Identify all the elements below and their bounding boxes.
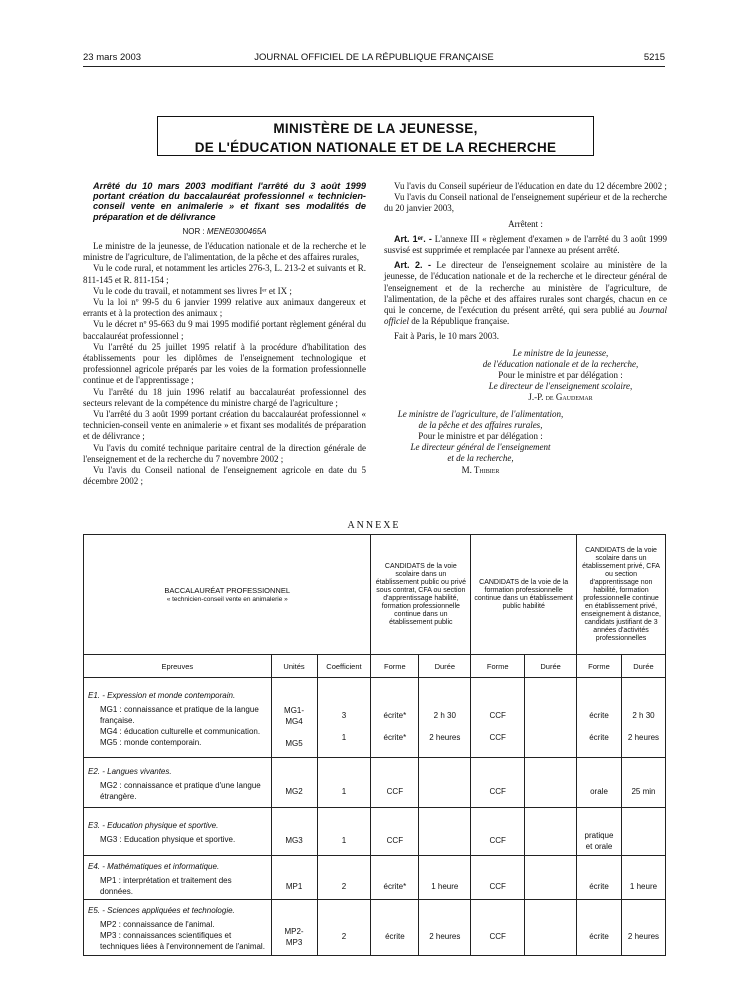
signatory-name: M. Thibier: [461, 464, 500, 475]
cell-value: MP2-: [284, 926, 304, 936]
cell-value: écrite: [589, 882, 609, 891]
cell-d2: [525, 900, 577, 956]
recital-cneser: Vu l'avis du Conseil national de l'enseignement supérieur et de la recherche du 20 janvier 2003,: [384, 192, 667, 214]
column-header-row: [84, 655, 666, 678]
epreuve-heading: E4. - Mathématiques et informatique.: [88, 861, 220, 871]
cell-unites: [271, 900, 317, 956]
cell-value: MP3: [285, 937, 303, 947]
col-forme-3: Forme: [577, 655, 622, 678]
cell-f1: [371, 856, 419, 900]
recital: Le ministre de la jeunesse, de l'éducation nationale et de la recherche et le ministre de l'agriculture, de l'alimentation, de la pêche et des affaires rurales,: [83, 241, 366, 263]
journal-title: JOURNAL OFFICIEL DE LA RÉPUBLIQUE FRANÇAISE: [254, 52, 494, 63]
table-row: [84, 678, 666, 758]
cell-value: 2 h 30: [433, 711, 456, 720]
cell-value: 1: [341, 787, 347, 796]
epreuve-cell: [84, 758, 272, 808]
cell-value: 1: [341, 733, 347, 742]
module-item: MG1 : connaissance et pratique de la langue française.: [100, 704, 259, 725]
cell-d2: [525, 758, 577, 808]
cell-value: MG5: [285, 738, 303, 748]
signature-2: Le ministre de l'agriculture, de l'alimentation, de la pêche et des affaires rurales, Pour le ministre et par délégation : Le directeur général de l'enseignement et de la recherche, M. Thibier: [384, 409, 667, 476]
col-epreuves: Epreuves: [84, 655, 272, 678]
cell-unites: [271, 758, 317, 808]
cell-f2: [471, 758, 525, 808]
cell-value: CCF: [489, 932, 506, 941]
module-item: MG3 : Education physique et sportive.: [100, 835, 236, 844]
cell-value: CCF: [386, 836, 404, 845]
header-rule: [83, 66, 665, 67]
cell-f3: [577, 808, 622, 856]
decree-title: Arrêté du 10 mars 2003 modifiant l'arrêté du 3 août 1999 portant création du baccalauréat professionnel « technicien-conseil vente en animalerie » et fixant ses modalités de préparation et de délivrance: [93, 181, 366, 222]
cell-coef: [317, 808, 371, 856]
cell-value: [318, 721, 371, 732]
cell-d1: [419, 900, 471, 956]
cell-value: [371, 721, 418, 732]
cell-value: CCF: [489, 836, 506, 845]
cell-f3: [577, 856, 622, 900]
cell-d1: [419, 808, 471, 856]
recital: Vu l'avis du comité technique paritaire central de la direction générale de l'enseignement et de la recherche du 7 novembre 2002 ;: [83, 442, 366, 464]
cell-value: [272, 727, 317, 738]
ministry-line-2: DE L'ÉDUCATION NATIONALE ET DE LA RECHERCHE: [194, 140, 557, 155]
cell-d3: [621, 808, 665, 856]
cell-f2: [471, 678, 525, 758]
module-item: MP2 : connaissance de l'animal.: [100, 920, 215, 929]
module-item: MP3 : connaissances scientifiques et techniques liées à l'environnement de l'animal.: [100, 931, 265, 951]
annexe-table: [83, 534, 666, 956]
module-item: MP1 : interprétation et traitement des données.: [100, 875, 232, 896]
col-forme-1: Forme: [371, 655, 419, 678]
cell-value: écrite: [385, 932, 405, 941]
cell-value: 2 heures: [627, 932, 660, 941]
cell-unites: [271, 808, 317, 856]
cell-value: CCF: [489, 711, 506, 720]
cell-value: MP1: [285, 882, 303, 891]
module-item: MG5 : monde contemporain.: [100, 737, 202, 747]
module-item: MG4 : éducation culturelle et communication.: [100, 726, 261, 736]
cell-value: MG4: [285, 716, 303, 726]
cell-f3: [577, 900, 622, 956]
candidates-3-header: CANDIDATS de la voie scolaire dans un établissement privé, CFA ou section d'apprentissage non habilité, formation professionnelle continue en établissement privé, enseignement à distance, candidats justifiant de 3 années d'activités professionnelles: [577, 535, 666, 655]
cell-d3: [621, 758, 665, 808]
annexe-title: ANNEXE: [347, 520, 401, 531]
page-number: 5215: [643, 52, 665, 63]
epreuve-cell: [84, 808, 272, 856]
nor-reference: NOR : MENE0300465A: [182, 226, 267, 236]
bac-header: BACCALAURÉAT PROFESSIONNEL « technicien-conseil vente en animalerie »: [84, 535, 371, 655]
recital: Vu le code du travail, et notamment ses livres Iᵉʳ et IX ;: [93, 285, 292, 296]
recital: Vu le code rural, et notamment les articles 276-3, L. 213-2 et suivants et R. 811-145 et R. 811-154 ;: [83, 263, 366, 285]
article-1: Art. 1ᵉʳ. - L'annexe III « règlement d'examen » de l'arrêté du 3 août 1999 susvisé est supprimée et remplacée par l'annexe au présent arrêté.: [384, 233, 668, 256]
cell-d2: [525, 808, 577, 856]
cell-f2: [471, 900, 525, 956]
recital-cse: Vu l'avis du Conseil supérieur de l'éducation en date du 12 décembre 2002 ;: [394, 181, 667, 191]
candidates-1-header: CANDIDATS de la voie scolaire dans un établissement public ou privé sous contrat, CFA ou section d'apprentissage habilité, formation professionnelle continue dans un établissement public: [371, 535, 471, 655]
cell-value: MG3: [285, 836, 303, 845]
cell-value: MG1-: [284, 705, 305, 715]
signatory-name: J.-P. de Gaudemar: [528, 392, 593, 403]
cell-value: [577, 721, 621, 732]
ministry-box: [157, 116, 594, 156]
cell-value: pratique: [584, 830, 614, 840]
cell-value: 1 heure: [431, 882, 459, 891]
cell-coef: [317, 758, 371, 808]
cell-unites: [271, 678, 317, 758]
candidates-2-header: CANDIDATS de la voie de la formation professionnelle continue dans un établissement public habilité: [471, 535, 577, 655]
cell-value: 1 heure: [629, 882, 658, 891]
cell-f2: [471, 856, 525, 900]
cell-value: orale: [590, 787, 608, 796]
cell-d3: [621, 678, 665, 758]
fait-a-paris: Fait à Paris, le 10 mars 2003.: [394, 331, 499, 342]
right-column: [384, 181, 667, 476]
cell-value: écrite*: [383, 711, 407, 720]
col-forme-2: Forme: [471, 655, 525, 678]
cell-coef: [317, 900, 371, 956]
epreuve-heading: E1. - Expression et monde contemporain.: [88, 690, 236, 700]
cell-value: [471, 721, 524, 732]
cell-value: CCF: [489, 882, 506, 891]
table-row: [84, 856, 666, 900]
cell-value: écrite*: [383, 733, 407, 742]
cell-value: CCF: [489, 787, 506, 796]
cell-coef: [317, 678, 371, 758]
left-column: [83, 181, 366, 487]
epreuve-heading: E5. - Sciences appliquées et technologie.: [88, 906, 235, 915]
recital: Vu l'arrêté du 25 juillet 1995 relatif à la procédure d'habilitation des établissements pour les diplômes de l'enseignement technologique et professionnel agricole préparés par les voies de la formation professionnelle continue et de l'apprentissage ;: [83, 341, 366, 386]
cell-d2: [525, 678, 577, 758]
module-item: MG2 : connaissance et pratique d'une langue étrangère.: [100, 780, 261, 801]
cell-value: écrite*: [383, 882, 407, 891]
col-unites: Unités: [271, 655, 317, 678]
cell-value: [419, 721, 470, 732]
recital: Vu l'arrêté du 18 juin 1996 relatif au baccalauréat professionnel des secteurs relevant de la compétence du ministre chargé de l'agriculture ;: [83, 386, 366, 408]
cell-d3: [621, 900, 665, 956]
epreuve-heading: E2. - Langues vivantes.: [88, 766, 172, 776]
cell-value: 2 heures: [429, 932, 461, 941]
col-duree-3: Durée: [621, 655, 665, 678]
table-row: [84, 900, 666, 956]
epreuve-cell: [84, 856, 272, 900]
cell-value: 2 heures: [627, 733, 660, 742]
cell-d3: [621, 856, 665, 900]
cell-f1: [371, 808, 419, 856]
cell-f1: [371, 758, 419, 808]
signature-1: Le ministre de la jeunesse, de l'éducation nationale et de la recherche, Pour le ministre et par délégation : Le directeur de l'enseignement scolaire, J.-P. de Gaudemar: [384, 348, 667, 404]
epreuve-cell: [84, 900, 272, 956]
cell-d1: [419, 678, 471, 758]
recital: Vu l'avis du Conseil national de l'enseignement agricole en date du 5 décembre 2002 ;: [83, 465, 366, 487]
col-duree-1: Durée: [419, 655, 471, 678]
cell-value: 25 min: [631, 787, 656, 796]
article-2: Art. 2. - Le directeur de l'enseignement scolaire au ministère de la jeunesse, de l'éducation nationale et de la recherche et le directeur général de l'enseignement et de la recherche au ministère de l'agriculture, de l'alimentation, de la pêche et des affaires rurales sont chargés, chacun en ce qui le concerne, de l'exécution du présent arrêté, qui sera publié au Journal officiel de la République française.: [384, 260, 667, 327]
cell-f2: [471, 808, 525, 856]
ministry-line-1: MINISTÈRE DE LA JEUNESSE,: [273, 121, 478, 136]
recital: Vu le décret nº 95-663 du 9 mai 1995 modifié portant règlement général du baccalauréat professionnel ;: [83, 319, 366, 341]
cell-value: CCF: [386, 787, 404, 796]
cell-value: CCF: [489, 733, 506, 742]
cell-value: 2 heures: [429, 733, 461, 742]
epreuve-cell: [84, 678, 272, 758]
epreuve-heading: E3. - Education physique et sportive.: [88, 821, 219, 830]
cell-value: 2 h 30: [632, 711, 655, 720]
cell-unites: [271, 856, 317, 900]
arretent: Arrêtent :: [508, 218, 543, 229]
cell-value: 3: [341, 711, 347, 720]
cell-d1: [419, 758, 471, 808]
cell-value: [622, 721, 665, 732]
cell-f1: [371, 900, 419, 956]
cell-d2: [525, 856, 577, 900]
cell-value: et orale: [585, 841, 613, 851]
annexe-body: [84, 678, 666, 956]
cell-f3: [577, 758, 622, 808]
col-coefficient: Coefficient: [317, 655, 371, 678]
table-row: [84, 758, 666, 808]
recitals: [83, 241, 366, 487]
cell-coef: [317, 856, 371, 900]
cell-d1: [419, 856, 471, 900]
recital: Vu la loi nº 99-5 du 6 janvier 1999 relative aux animaux dangereux et errants et à la protection des animaux ;: [83, 297, 366, 319]
col-duree-2: Durée: [525, 655, 577, 678]
cell-f1: [371, 678, 419, 758]
cell-value: écrite: [589, 733, 609, 742]
issue-date: 23 mars 2003: [83, 52, 142, 63]
table-header-row: [84, 535, 666, 655]
cell-value: 2: [341, 932, 347, 941]
cell-value: 1: [341, 836, 347, 845]
table-row: [84, 808, 666, 856]
cell-value: écrite: [589, 932, 609, 941]
cell-f3: [577, 678, 622, 758]
cell-value: écrite: [589, 711, 609, 720]
cell-value: 2: [341, 882, 347, 891]
recital: Vu l'arrêté du 3 août 1999 portant création du baccalauréat professionnel « technicien-conseil vente en animalerie » et fixant ses modalités de préparation et de délivrance ;: [83, 409, 366, 442]
cell-value: MG2: [285, 787, 303, 796]
